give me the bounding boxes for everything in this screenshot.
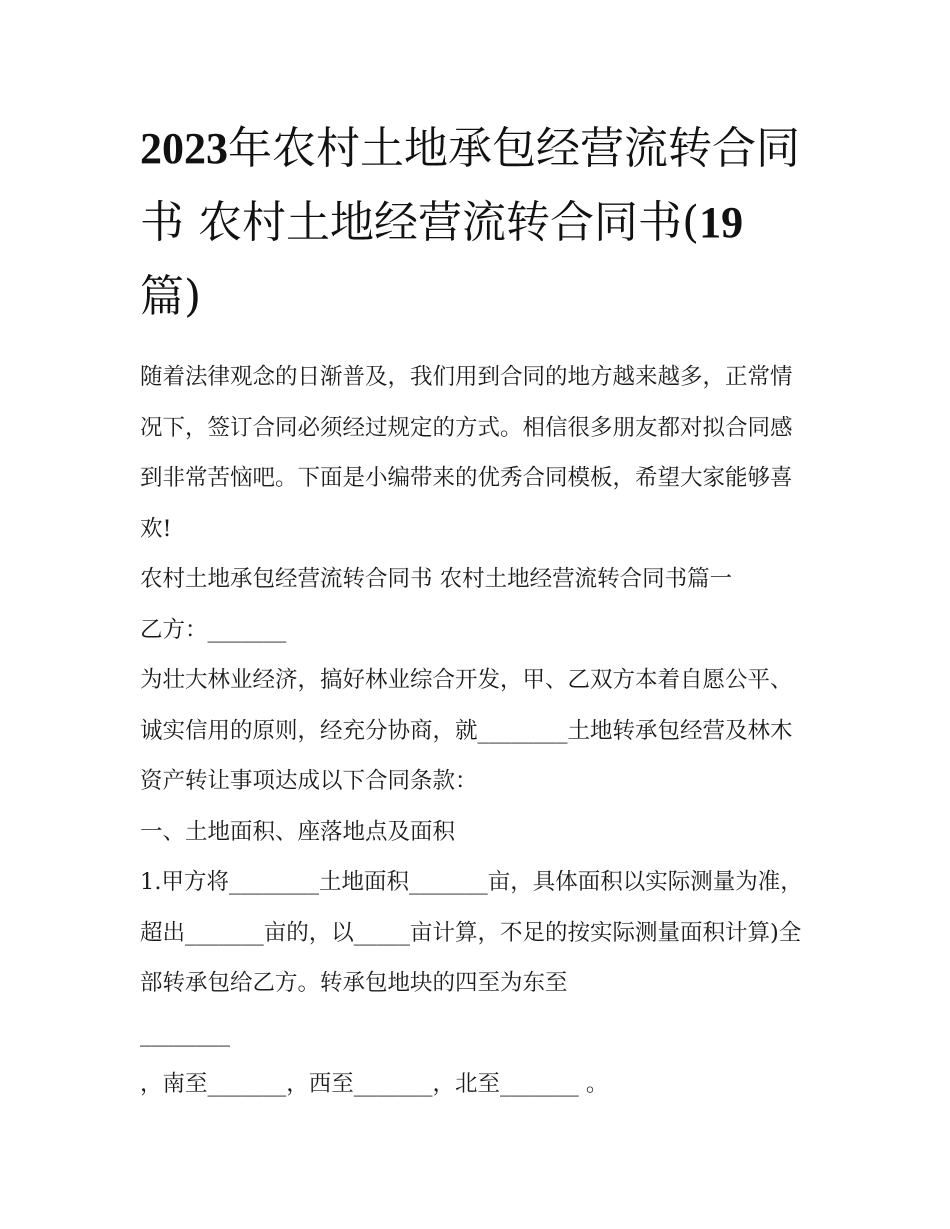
title-year: 2023 xyxy=(140,124,228,173)
title-suffix: 篇) xyxy=(140,271,202,322)
east-boundary-blank: ________ xyxy=(140,1020,230,1047)
title-count: 19 xyxy=(699,198,744,247)
section-heading: 农村土地承包经营流转合同书 农村土地经营流转合同书篇一 xyxy=(140,566,733,592)
boundary-line: ，南至_______，西至_______，北至_______ 。 xyxy=(140,1071,609,1097)
title-text: 年农村土地承包经营流转合同书 农村土地经营流转合同书( xyxy=(140,123,800,248)
intro-paragraph: 随着法律观念的日渐普及，我们用到合同的地方越来越多，正常情况下，签订合同必须经过规定的方式。相信很多朋友都对拟合同感到非常苦恼吧。下面是小编带来的优秀合同模板，希望大家能够喜欢! xyxy=(140,364,793,542)
preamble-paragraph: 为壮大林业经济，搞好林业综合开发，甲、乙双方本着自愿公平、诚实信用的原则，经充分协商，就________土地转承包经营及林木资产转让事项达成以下合同条款： xyxy=(140,667,793,794)
clause-heading: 一、土地面积、座落地点及面积 xyxy=(140,818,456,845)
document-title xyxy=(140,112,812,334)
document-page xyxy=(140,112,812,1110)
party-b-line: 乙方：_______ xyxy=(140,616,287,643)
clause-1-paragraph: 1.甲方将________土地面积_______亩，具体面积以实际测量为准，超出_______亩的，以_____亩计算，不足的按实际测量面积计算)全部转承包给乙方。转承包地块的四至为东至 xyxy=(140,869,803,996)
